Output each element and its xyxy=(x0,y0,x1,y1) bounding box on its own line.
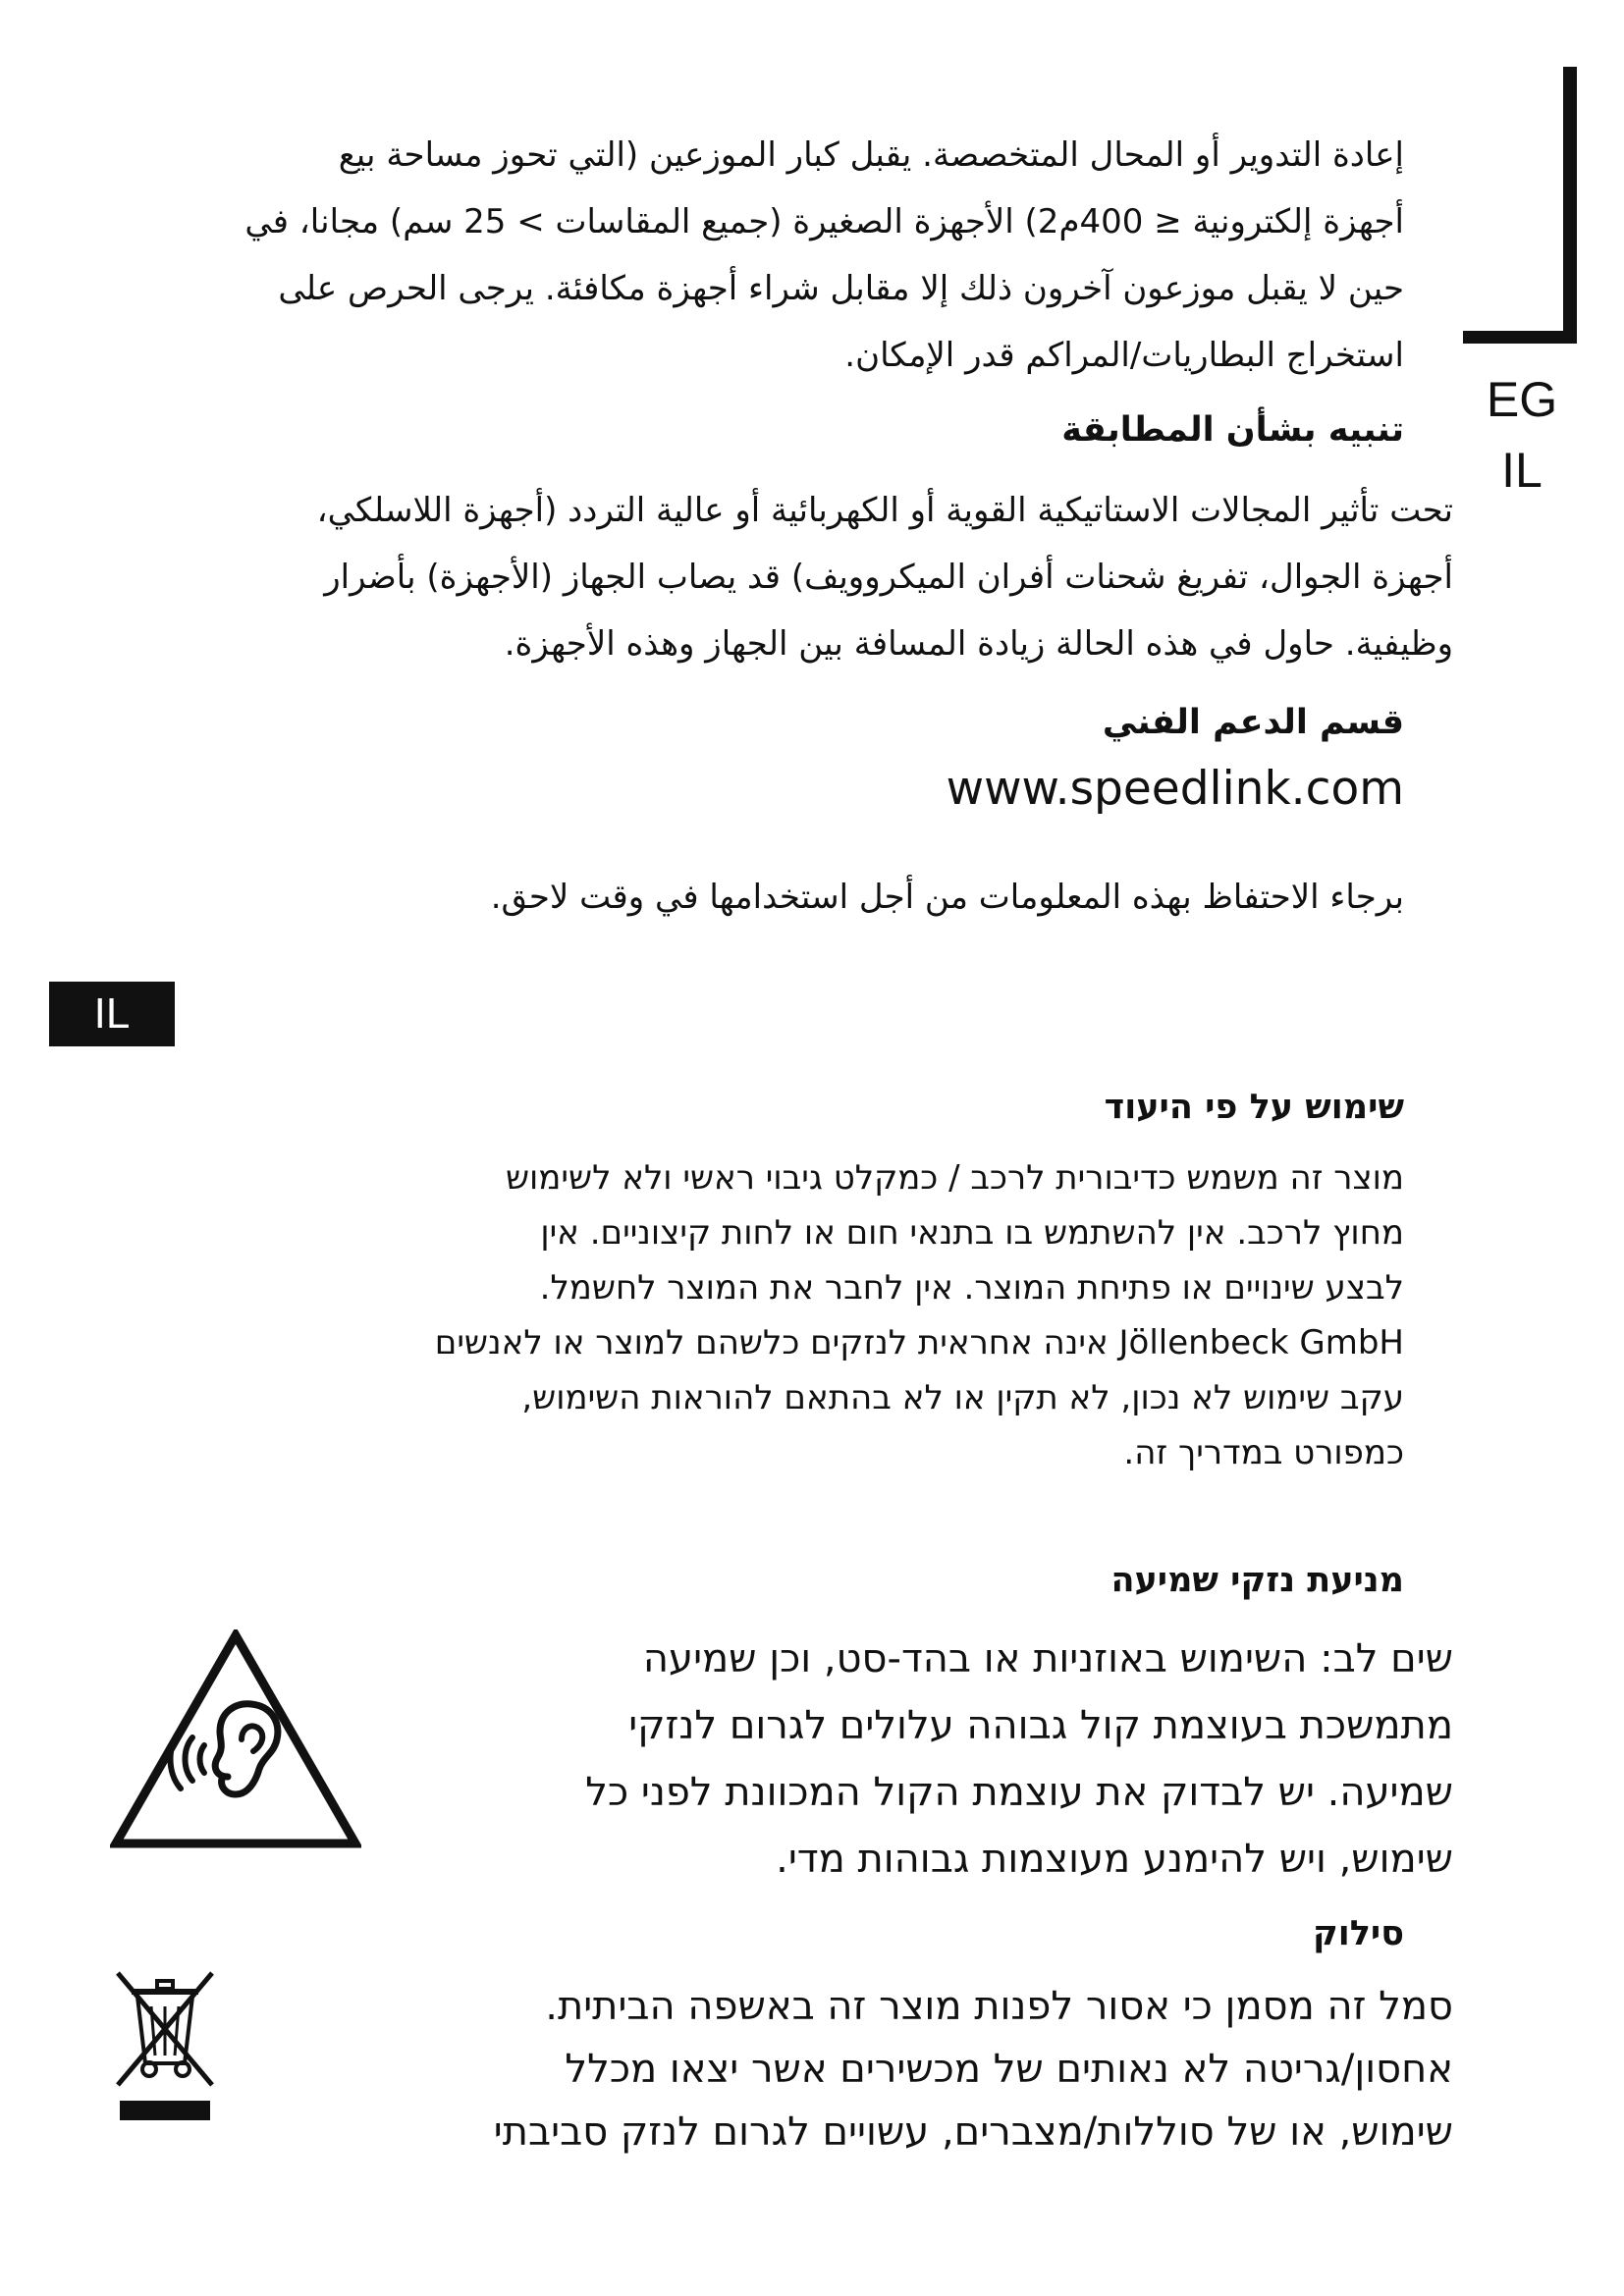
hebrew-hearing-paragraph xyxy=(373,1626,1453,1893)
text-line: تحت تأثير المجالات الاستاتيكية القوية أو الكهربائية أو عالية التردد (أجهزة اللاسلكي، xyxy=(316,491,1453,530)
text-line: לבצע שינויים או פתיחת המוצר. אין לחבר את המוצר לחשמל. xyxy=(539,1268,1404,1308)
side-tab-bar-horizontal xyxy=(1463,331,1577,344)
text-line: حين لا يقبل موزعون آخرون ذلك إلا مقابل شراء أجهزة مكافئة. يرجى الحرص على xyxy=(278,269,1404,308)
text-line: אחסון/גריטה לא נאותים של מכשירים אשר יצאו מכלל xyxy=(565,2047,1453,2092)
text-line: מוצר זה משמש כדיבורית לרכב / כמקלט גיבוי ראשי ולא לשימוש xyxy=(505,1158,1404,1198)
text-line: أجهزة الجوال، تفريغ شحنات أفران الميكروويف) قد يصاب الجهاز (الأجهزة) بأضرار xyxy=(324,558,1453,597)
text-line: כמפורט במדריך זה. xyxy=(1123,1433,1404,1472)
hebrew-disposal-heading: סילוק xyxy=(1312,1914,1404,1953)
text-line: שימוש, ויש להימנע מעוצמות גבוהות מדי. xyxy=(776,1837,1453,1882)
text-line: استخراج البطاريات/المراكم قدر الإمكان. xyxy=(844,336,1404,375)
text-line: إعادة التدوير أو المحال المتخصصة. يقبل كبار الموزعين (التي تحوز مساحة بيع xyxy=(338,135,1404,175)
arabic-conformity-paragraph xyxy=(108,477,1453,677)
language-badge-il: IL xyxy=(49,982,175,1046)
arabic-support-heading: قسم الدعم الفني xyxy=(1102,703,1404,742)
text-line: שימוש, או של סוללות/מצברים, עשויים לגרום לנזק סביבתי xyxy=(493,2109,1453,2155)
support-url-link[interactable]: www.speedlink.com xyxy=(946,762,1404,816)
text-line: עקב שימוש לא נכון, לא תקין או לא בהתאם להוראות השימוש, xyxy=(521,1378,1404,1417)
text-line: وظيفية. حاول في هذه الحالة زيادة المسافة بين الجهاز وهذه الأجهزة. xyxy=(504,624,1453,664)
arabic-disposal-paragraph xyxy=(108,122,1404,389)
side-tab-bar-vertical xyxy=(1563,67,1577,344)
weee-bin-icon xyxy=(114,1967,216,2122)
text-line: שים לב: השימוש באוזניות או בהד-סט, וכן שמיעה xyxy=(642,1636,1453,1682)
arabic-conformity-heading: تنبيه بشأن المطابقة xyxy=(1061,410,1404,450)
side-tab-label-il: IL xyxy=(1501,443,1543,498)
text-line: מחוץ לרכב. אין להשתמש בו בתנאי חום או לחות קיצוניים. אין xyxy=(540,1213,1404,1253)
side-tab-label-eg: EG xyxy=(1486,372,1558,427)
hebrew-intended-use-heading: שימוש על פי היעוד xyxy=(1104,1088,1404,1127)
hebrew-hearing-heading: מניעת נזקי שמיעה xyxy=(1110,1561,1404,1600)
arabic-keep-info-note: برجاء الاحتفاظ بهذه المعلومات من أجل استخدامها في وقت لاحق. xyxy=(490,878,1404,917)
hebrew-intended-use-paragraph xyxy=(108,1150,1404,1480)
text-line: أجهزة إلكترونية ≤ 400م2) الأجهزة الصغيرة (جميع المقاسات > 25 سم) مجانا، في xyxy=(244,202,1404,241)
hebrew-disposal-paragraph xyxy=(226,1975,1453,2163)
text-line: Jöllenbeck GmbH אינה אחראית לנזקים כלשהם למוצר או לאנשים xyxy=(434,1323,1404,1362)
text-line: סמל זה מסמן כי אסור לפנות מוצר זה באשפה הביתית. xyxy=(545,1984,1453,2029)
text-line: שמיעה. יש לבדוק את עוצמת הקול המכוונת לפני כל xyxy=(585,1770,1453,1815)
hearing-warning-icon xyxy=(110,1629,361,1851)
text-line: מתמשכת בעוצמת קול גבוהה עלולים לגרום לנזקי xyxy=(628,1703,1453,1748)
